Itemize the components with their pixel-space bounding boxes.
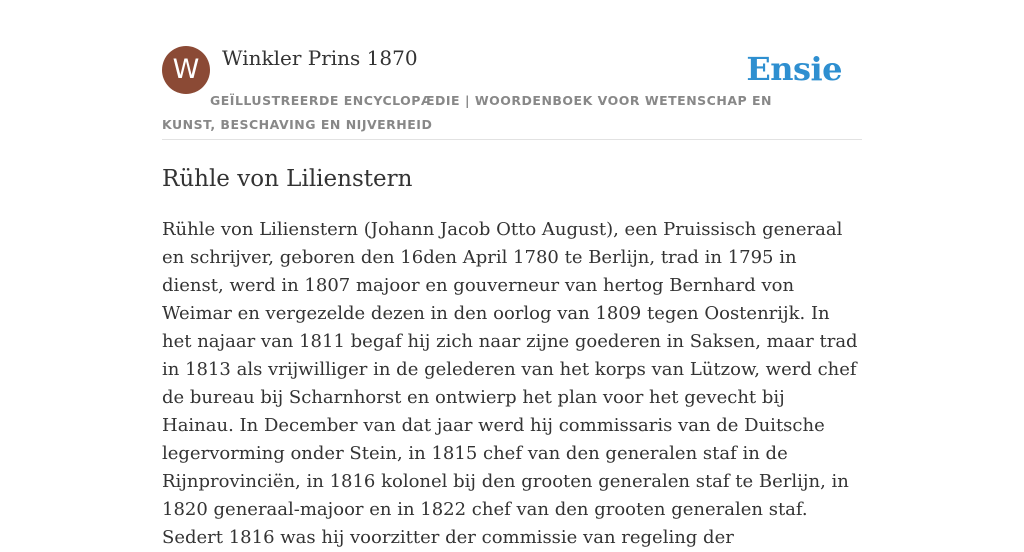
source-subtitle: GEÏLLUSTREERDE ENCYCLOPÆDIE | WOORDENBOEK VOOR WETENSCHAP EN KUNST, BESCHAVING EN NIJVERHEID (162, 93, 773, 132)
source-name[interactable]: Winkler Prins 1870 (222, 46, 418, 70)
avatar[interactable]: W (162, 46, 210, 94)
article-title: Rühle von Lilienstern (162, 166, 413, 192)
brand-logo[interactable]: Ensie (746, 50, 842, 88)
article-body: Rühle von Lilienstern (Johann Jacob Otto August), een Pruissisch generaal en schrijver, geboren den 16den April 1780 te Berlijn, trad in 1795 in dienst, werd in 1807 majoor en gouverneur van hertog Bernhard von Weimar en vergezelde dezen in den oorlog van 1809 tegen Oostenrijk. In het najaar van 1811 begaf hij zich naar zijne goederen in Saksen, maar trad in 1813 als vrijwilliger in de gelederen van het korps van Lützow, werd chef de bureau bij Scharnhorst en ontwierp het plan voor het gevecht bij Hainau. In December van dat jaar werd hij commissaris van de Duitsche legervorming onder Stein, in 1815 chef van den generalen staf in de Rijnprovinciën, in 1816 kolonel bij den grooten generalen staf te Berlijn, in 1820 generaal-majoor en in 1822 chef van den grooten generalen staf. Sedert 1816 was hij voorzitter der commissie van regeling der (162, 219, 858, 548)
header (162, 46, 862, 140)
